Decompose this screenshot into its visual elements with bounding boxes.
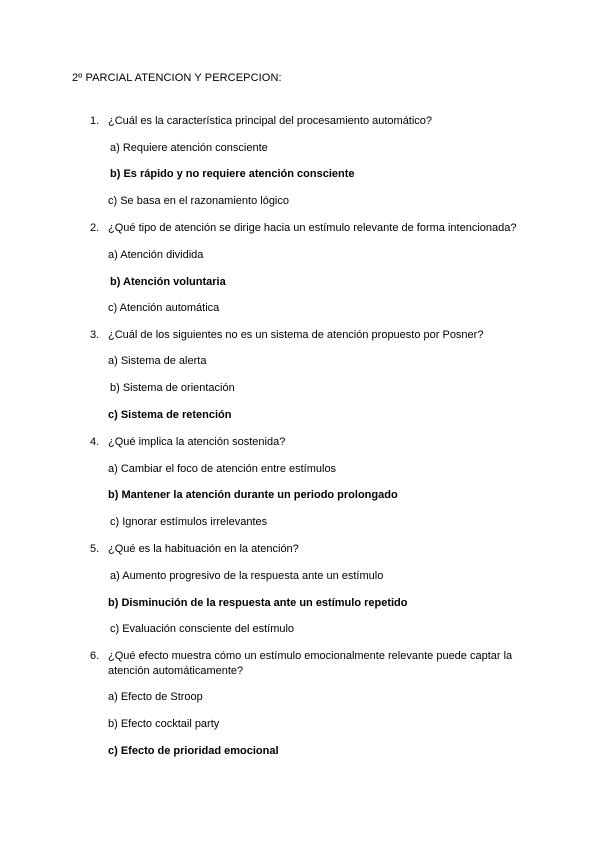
- option-5a: a) Aumento progresivo de la respuesta ante un estímulo: [110, 570, 384, 582]
- question-number: 5.: [90, 543, 100, 555]
- option-6c-correct: c) Efecto de prioridad emocional: [108, 745, 279, 757]
- option-3a: a) Sistema de alerta: [108, 355, 207, 367]
- option-1a: a) Requiere atención consciente: [110, 142, 268, 154]
- option-2b-correct: b) Atención voluntaria: [110, 276, 226, 288]
- question-text: ¿Qué tipo de atención se dirige hacia un estímulo relevante de forma intencionada?: [108, 222, 517, 234]
- question-number: 4.: [90, 436, 100, 448]
- option-5c: c) Evaluación consciente del estímulo: [110, 623, 295, 635]
- option-1c: c) Se basa en el razonamiento lógico: [108, 195, 289, 207]
- option-1b-correct: b) Es rápido y no requiere atención consciente: [110, 168, 355, 180]
- option-4b-correct: b) Mantener la atención durante un periodo prolongado: [108, 489, 398, 501]
- question-text: ¿Qué implica la atención sostenida?: [108, 436, 286, 448]
- option-6b: b) Efecto cocktail party: [108, 718, 220, 730]
- question-number: 2.: [90, 222, 100, 234]
- option-3b: b) Sistema de orientación: [110, 382, 235, 394]
- option-5b-correct: b) Disminución de la respuesta ante un estímulo repetido: [108, 597, 408, 609]
- option-3c-correct: c) Sistema de retención: [108, 409, 232, 421]
- question-text: ¿Cuál de los siguientes no es un sistema de atención propuesto por Posner?: [108, 329, 484, 341]
- question-number: 6.: [90, 650, 100, 662]
- option-2c: c) Atención automática: [108, 302, 220, 314]
- question-text: ¿Cuál es la característica principal del procesamiento automático?: [108, 115, 433, 127]
- option-4c: c) Ignorar estímulos irrelevantes: [110, 516, 268, 528]
- question-number: 1.: [90, 115, 100, 127]
- option-2a: a) Atención dividida: [108, 249, 204, 261]
- option-6a: a) Efecto de Stroop: [108, 691, 203, 703]
- question-text: ¿Qué efecto muestra cómo un estímulo emocionalmente relevante puede captar la atención automáticamente?: [108, 650, 513, 677]
- option-4a: a) Cambiar el foco de atención entre estímulos: [108, 463, 337, 475]
- question-text: ¿Qué es la habituación en la atención?: [108, 543, 299, 555]
- document-title: 2º PARCIAL ATENCION Y PERCEPCION:: [72, 72, 282, 84]
- question-number: 3.: [90, 329, 100, 341]
